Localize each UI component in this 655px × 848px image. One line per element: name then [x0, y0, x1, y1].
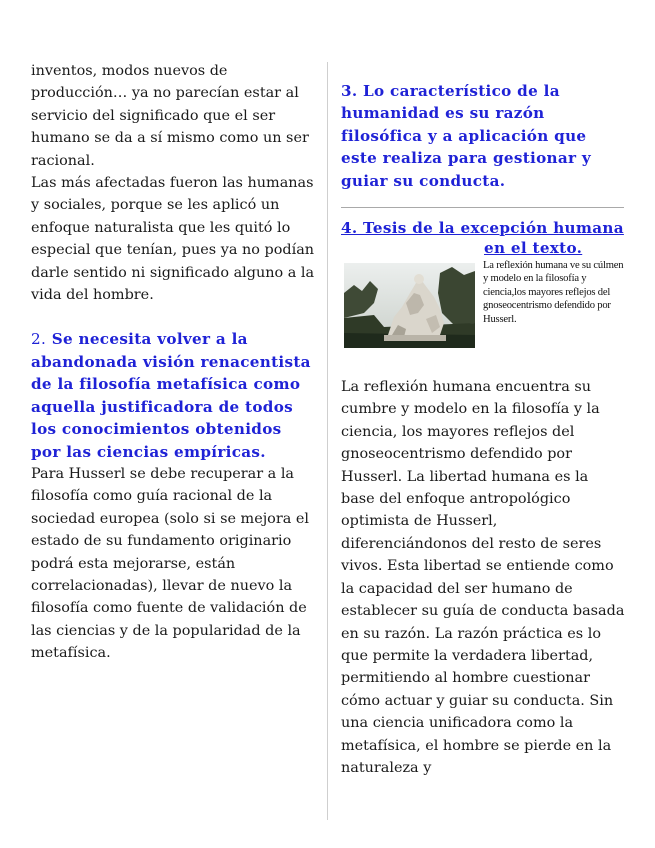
column-divider: [327, 62, 328, 820]
section-2-heading: [31, 328, 316, 462]
right-column: [341, 80, 626, 779]
section-4-heading: [341, 218, 626, 258]
left-paragraph-1: inventos, modos nuevos de producción… ya no parecían estar al servicio del significado que el ser humano se da a sí mismo como un ser racional.: [31, 63, 309, 169]
section-4-body: La reflexión humana encuentra su cumbre y modelo en la filosofía y la ciencia, los mayores reflejos del gnoseocentrismo defendido por Husserl. La libertad humana es la base del enfoque antropológico optimista de Husserl, diferenciándonos del resto de seres vivos. Esta libertad se entiende como la capacidad del ser humano de establecer su guía de conducta basada en su razón. La razón práctica es lo que permite la verdadera libertad, permitiendo al hombre cuestionar cómo actuar y guiar su conducta. Sin una ciencia unificadora como la metafísica, el hombre se pierde en la naturaleza y: [341, 379, 625, 776]
left-paragraph-2: Las más afectadas fueron las humanas y sociales, porque se les aplicó un enfoque naturalista que les quitó lo especial que tenían, pues ya no podían darle sentido ni significado alguno a la vida del hombre.: [31, 175, 315, 304]
section-2-number: 2.: [31, 330, 47, 349]
horizontal-rule: [341, 207, 624, 208]
figure: [341, 260, 626, 356]
image-caption: La reflexión humana ve su cúlmen y modelo en la filosofía y ciencia,los mayores reflejos del gnoseocentrismo defendido por Husserl.: [483, 260, 624, 325]
statue-photo: [344, 263, 475, 348]
left-column: [31, 60, 316, 665]
section-2-body: Para Husserl se debe recuperar a la filosofía como guía racional de la sociedad europea (solo si se mejora el estado de su fundamento originario podrá esta mejorarse, están correlacionadas), llevar de nuevo la filosofía como fuente de validación de las ciencias y de la popularidad de la metafísica.: [31, 465, 309, 662]
section-4-heading-line-2: en el texto.: [484, 239, 583, 258]
section-3-heading: 3. Lo característico de la humanidad es su razón filosófica y a aplicación que este realiza para gestionar y guiar su conducta.: [341, 82, 592, 190]
section-4-heading-line-1: 4. Tesis de la excepción humana: [341, 219, 624, 238]
section-2-heading-text: Se necesita volver a la abandonada visión renacentista de la filosofía metafísica como aquella justificadora de todos los conocimientos obtenidos por las ciencias empíricas.: [31, 330, 311, 461]
